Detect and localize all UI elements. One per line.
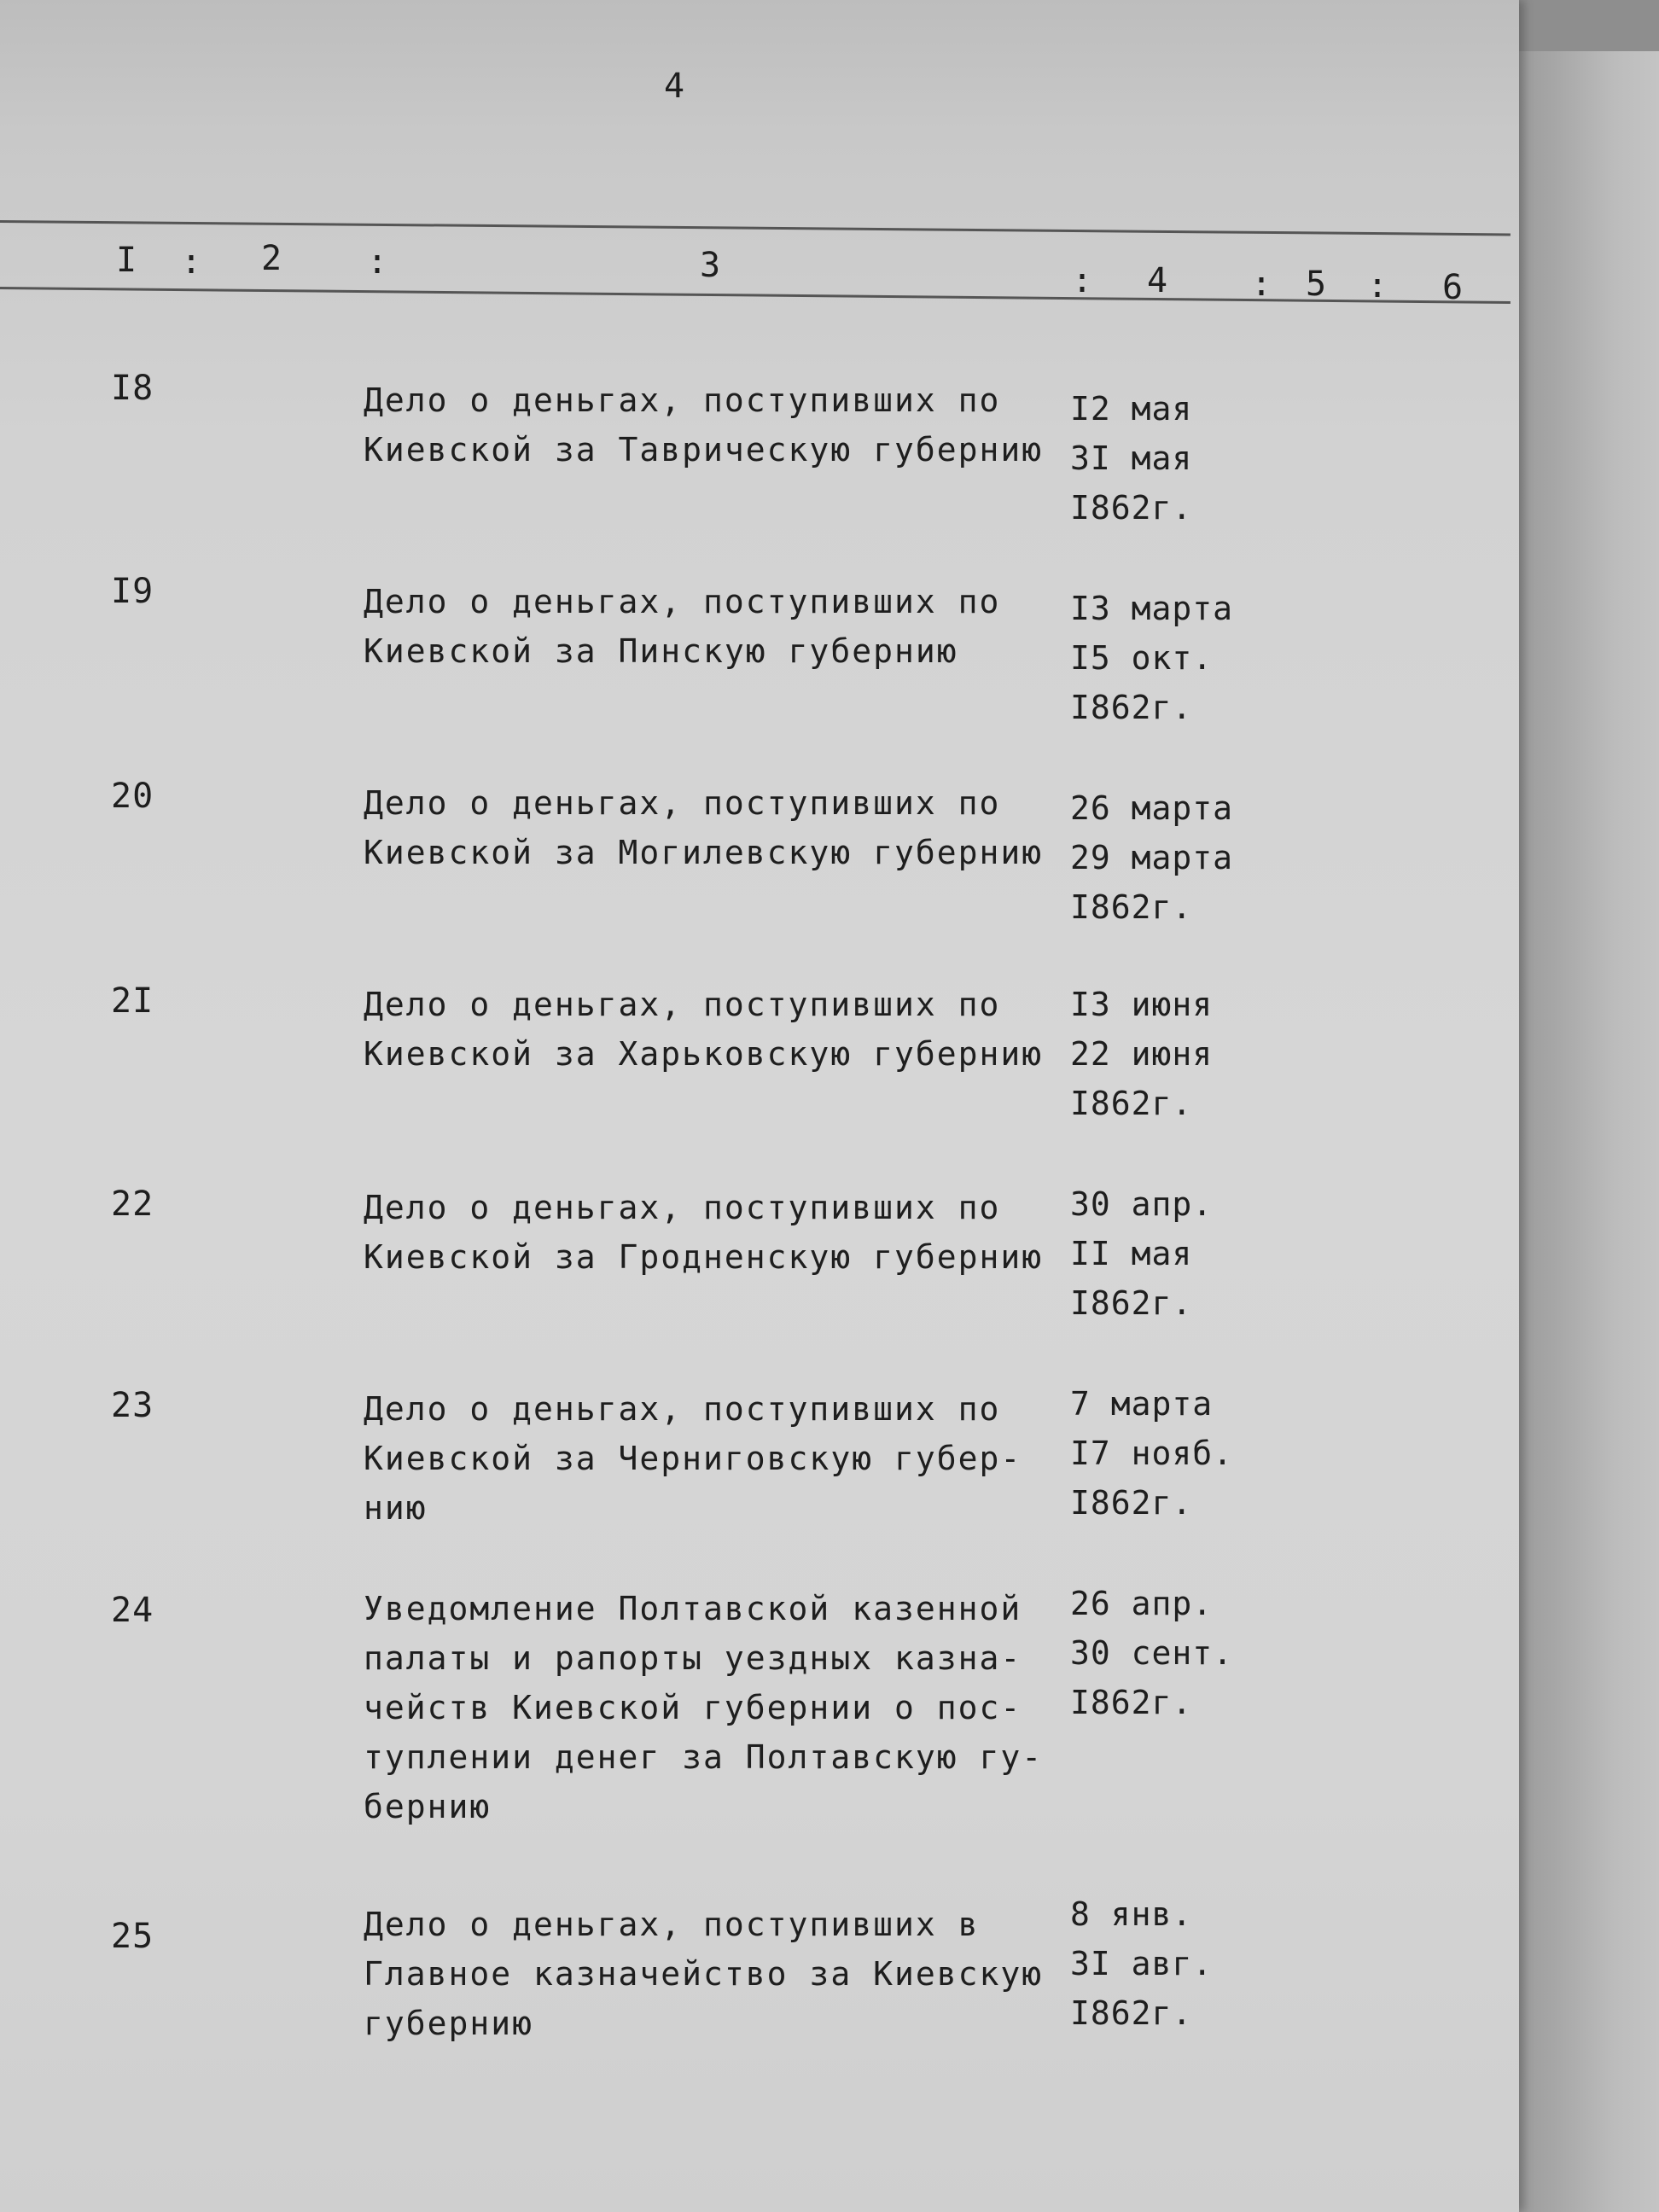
case-number: 25 — [111, 1917, 154, 1956]
description-line: туплении денег за Полтавскую гу- — [364, 1738, 1044, 1776]
date-start: 7 марта — [1070, 1385, 1214, 1423]
date-end: 29 марта — [1070, 839, 1234, 876]
date-start: 8 янв. — [1070, 1895, 1193, 1933]
case-number: 24 — [111, 1591, 154, 1630]
description-line: Киевской за Таврическую губернию — [364, 431, 1044, 469]
column-separator: : — [1072, 261, 1093, 300]
date-year: I862г. — [1070, 1085, 1193, 1122]
page-stack-edge — [1512, 51, 1659, 2212]
case-description — [364, 778, 1055, 877]
date-year: I862г. — [1070, 1284, 1193, 1322]
case-description — [364, 577, 1055, 676]
description-line: Дело о деньгах, поступивших по — [364, 1189, 1001, 1226]
date-end: I5 окт. — [1070, 639, 1214, 677]
description-line: Дело о деньгах, поступивших по — [364, 1390, 1001, 1428]
case-number: 23 — [111, 1386, 154, 1425]
column-header-1: I — [116, 241, 137, 280]
case-dates — [1070, 584, 1292, 732]
description-line: палаты и рапорты уездных казна- — [364, 1639, 1022, 1677]
date-year: I862г. — [1070, 689, 1193, 726]
case-dates — [1070, 1179, 1292, 1328]
case-number: 2I — [111, 981, 154, 1021]
column-header-5: 5 — [1306, 265, 1327, 304]
case-description — [364, 980, 1055, 1079]
case-dates — [1070, 1379, 1292, 1528]
page-number: 4 — [664, 67, 685, 106]
case-dates — [1070, 980, 1292, 1128]
column-separator: : — [367, 242, 388, 282]
description-line: Дело о деньгах, поступивших по — [364, 583, 1001, 620]
description-line: Киевской за Гродненскую губернию — [364, 1238, 1044, 1276]
date-end: 22 июня — [1070, 1035, 1214, 1073]
description-line: Киевской за Пинскую губернию — [364, 632, 958, 670]
date-year: I862г. — [1070, 1994, 1193, 2032]
date-start: I3 июня — [1070, 986, 1214, 1023]
date-start: 26 апр. — [1070, 1585, 1214, 1622]
case-description — [364, 1384, 1055, 1533]
case-dates — [1070, 783, 1292, 932]
column-separator: : — [1367, 266, 1388, 306]
date-end: 30 сент. — [1070, 1634, 1234, 1672]
date-start: 26 марта — [1070, 789, 1234, 827]
description-line: Киевской за Харьковскую губернию — [364, 1035, 1044, 1073]
description-line: бернию — [364, 1788, 492, 1825]
date-start: 30 апр. — [1070, 1185, 1214, 1223]
date-year: I862г. — [1070, 1684, 1193, 1721]
column-header-3: 3 — [700, 246, 721, 285]
date-end: I7 нояб. — [1070, 1435, 1234, 1472]
column-header-4: 4 — [1147, 261, 1168, 300]
date-start: I3 марта — [1070, 590, 1234, 627]
column-separator: : — [1251, 265, 1272, 304]
description-line: Главное казначейство за Киевскую — [364, 1955, 1044, 1993]
date-year: I862г. — [1070, 888, 1193, 926]
description-line: Киевской за Черниговскую губер- — [364, 1440, 1022, 1477]
date-end: 3I мая — [1070, 439, 1193, 477]
header-rule-top — [0, 220, 1511, 236]
date-year: I862г. — [1070, 489, 1193, 527]
column-header-6: 6 — [1442, 268, 1464, 307]
case-description — [364, 1584, 1055, 1831]
case-number: 22 — [111, 1185, 154, 1224]
description-line: Дело о деньгах, поступивших в — [364, 1906, 980, 1943]
description-line: Дело о деньгах, поступивших по — [364, 381, 1001, 419]
date-end: II мая — [1070, 1235, 1193, 1272]
column-separator: : — [181, 242, 202, 282]
case-dates — [1070, 1579, 1292, 1727]
column-header-2: 2 — [261, 239, 282, 278]
date-year: I862г. — [1070, 1484, 1193, 1522]
case-number: I9 — [111, 572, 154, 611]
description-line: Киевской за Могилевскую губернию — [364, 834, 1044, 871]
description-line: Уведомление Полтавской казенной — [364, 1590, 1022, 1627]
description-line: нию — [364, 1489, 428, 1527]
description-line: Дело о деньгах, поступивших по — [364, 784, 1001, 822]
description-line: губернию — [364, 2005, 534, 2042]
case-description — [364, 1900, 1055, 2048]
case-dates — [1070, 1889, 1292, 2038]
case-description — [364, 375, 1055, 474]
case-description — [364, 1183, 1055, 1282]
case-number: 20 — [111, 777, 154, 816]
header-rule-bottom — [0, 287, 1511, 304]
date-start: I2 мая — [1070, 390, 1193, 428]
case-number: I8 — [111, 369, 154, 408]
description-line: Дело о деньгах, поступивших по — [364, 986, 1001, 1023]
date-end: 3I авг. — [1070, 1945, 1214, 1982]
description-line: чейств Киевской губернии о пос- — [364, 1689, 1022, 1726]
case-dates — [1070, 384, 1292, 533]
